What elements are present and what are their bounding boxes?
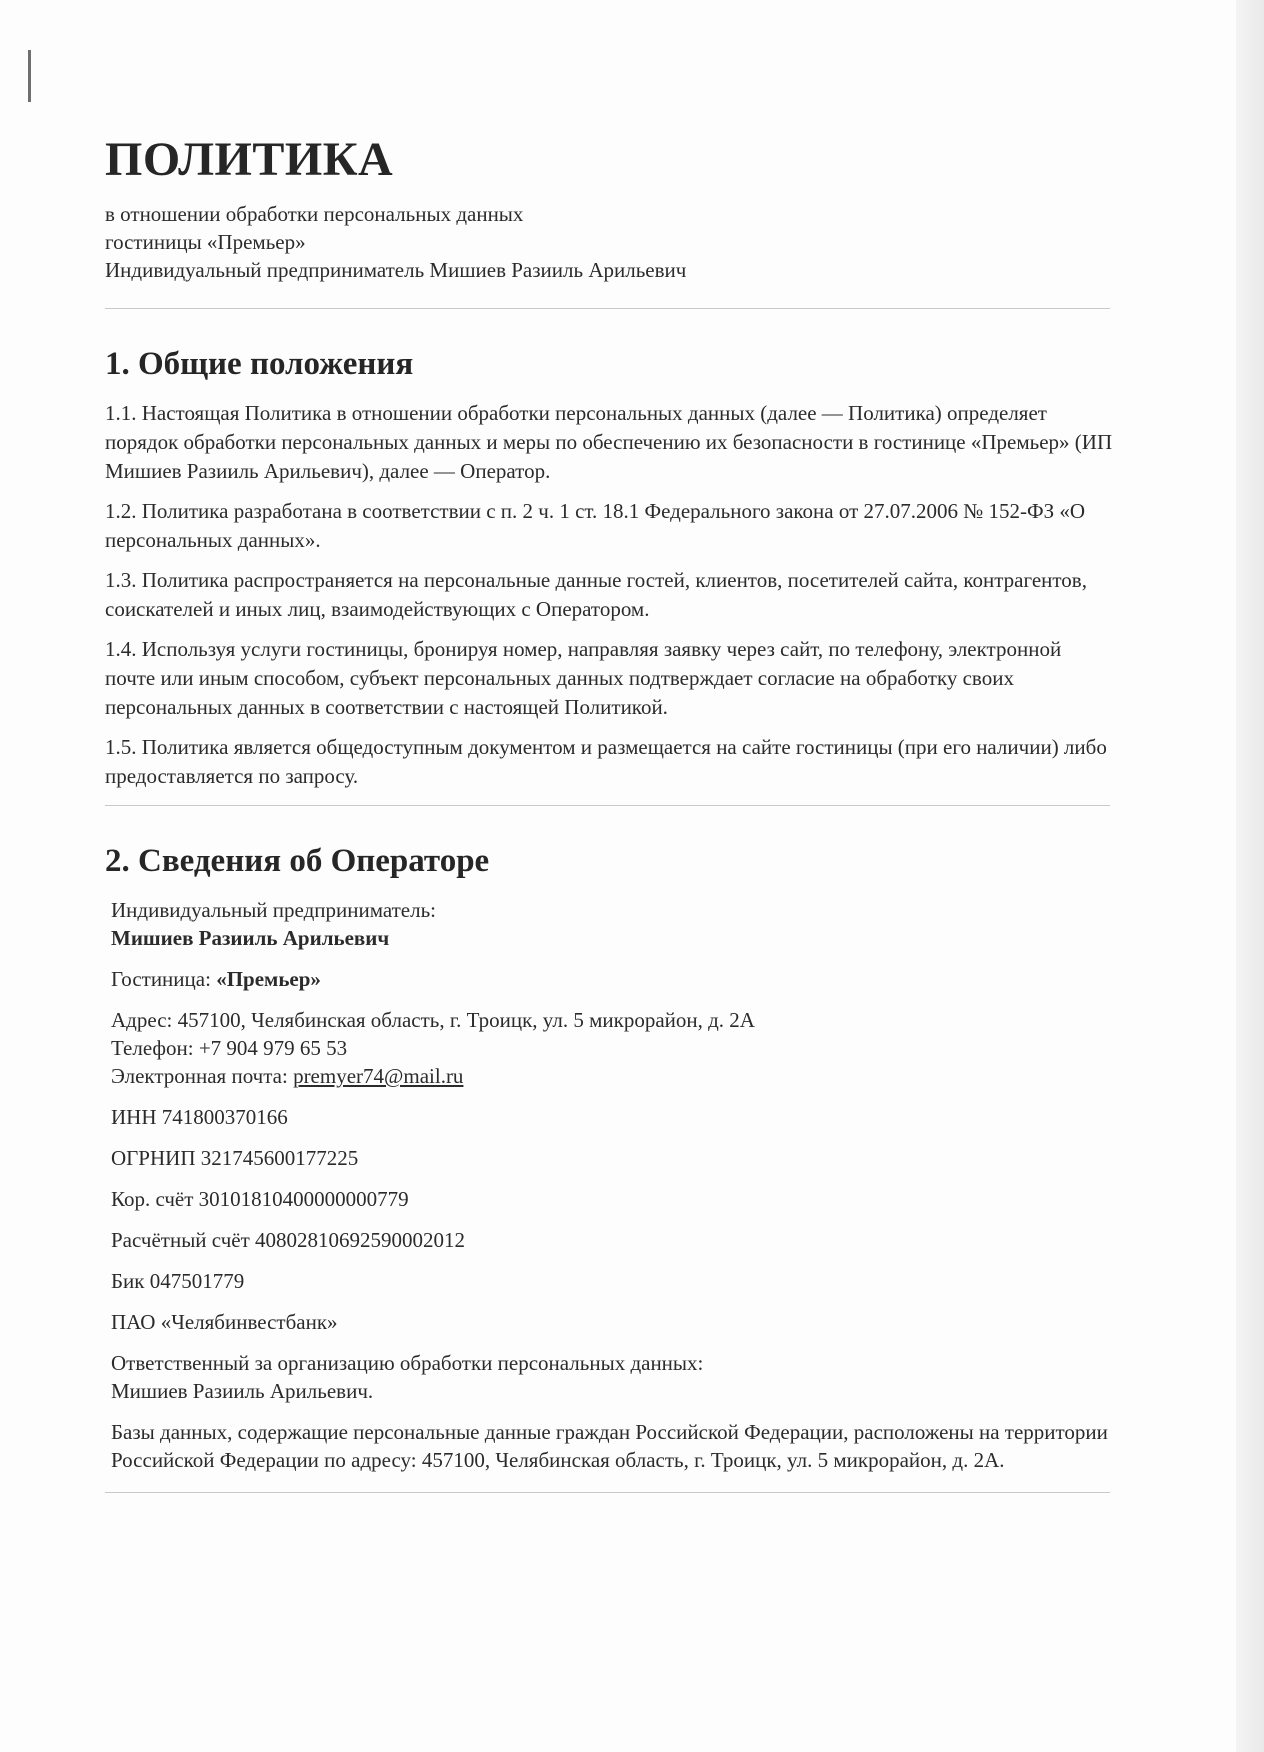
section-heading-general: 1. Общие положения (105, 346, 414, 382)
document-content (105, 130, 1115, 1493)
entrepreneur-label: Индивидуальный предприниматель: (111, 898, 437, 922)
email-line (111, 1062, 1115, 1090)
operator-details (105, 896, 1115, 1474)
subtitle-line: Индивидуальный предприниматель Мишиев Разииль Арильевич (105, 258, 687, 282)
email-link[interactable]: premyer74@mail.ru (293, 1064, 464, 1088)
hotel-label: Гостиница: (111, 967, 217, 991)
paragraph-1-2: 1.2. Политика разработана в соответствии с п. 2 ч. 1 ст. 18.1 Федерального закона от 27.07.2006 № 152-ФЗ «О персональных данных». (105, 499, 1086, 552)
divider (105, 308, 1110, 309)
paragraph-1-4: 1.4. Используя услуги гостиницы, бронируя номер, направляя заявку через сайт, по телефону, электронной почте или иным способом, субъект персональных данных подтверждает согласие на обработку своих персональных данных в соответствии с настоящей Политикой. (105, 637, 1062, 719)
bik: Бик 047501779 (111, 1269, 245, 1293)
subtitle-line: в отношении обработки персональных данных (105, 202, 524, 226)
email-label: Электронная почта: (111, 1064, 294, 1088)
responsible-name: Мишиев Разииль Арильевич. (111, 1379, 374, 1403)
document-subtitle (105, 200, 1115, 284)
section-heading-operator: 2. Сведения об Операторе (105, 843, 490, 879)
bank-name: ПАО «Челябинвестбанк» (111, 1310, 338, 1334)
document-title: ПОЛИТИКА (105, 133, 394, 186)
paragraph-1-5: 1.5. Политика является общедоступным документом и размещается на сайте гостиницы (при его наличии) либо предоставляется по запросу. (105, 735, 1107, 788)
margin-mark (28, 50, 31, 102)
settlement-account: Расчётный счёт 40802810692590002012 (111, 1228, 466, 1252)
entrepreneur-name: Мишиев Разииль Арильевич (111, 926, 390, 950)
phone: Телефон: +7 904 979 65 53 (111, 1036, 348, 1060)
divider (105, 1492, 1110, 1493)
subtitle-line: гостиницы «Премьер» (105, 230, 306, 254)
inn: ИНН 741800370166 (111, 1105, 288, 1129)
scan-edge (1236, 0, 1264, 1752)
hotel-name: «Премьер» (216, 967, 321, 991)
hotel-line (111, 965, 1115, 993)
divider (105, 805, 1110, 806)
address: Адрес: 457100, Челябинская область, г. Троицк, ул. 5 микрорайон, д. 2А (111, 1008, 755, 1032)
responsible-label: Ответственный за организацию обработки персональных данных: (111, 1351, 704, 1375)
databases-text: Базы данных, содержащие персональные данные граждан Российской Федерации, расположены на территории Российской Федерации по адресу: 457100, Челябинская область, г. Троицк, ул. 5 микрорайон, д. 2А. (111, 1420, 1108, 1472)
kor-account: Кор. счёт 30101810400000000779 (111, 1187, 409, 1211)
paragraph-1-3: 1.3. Политика распространяется на персональные данные гостей, клиентов, посетителей сайта, контрагентов, соискателей и иных лиц, взаимодействующих с Оператором. (105, 568, 1087, 621)
ogrnip: ОГРНИП 321745600177225 (111, 1146, 359, 1170)
paragraph-1-1: 1.1. Настоящая Политика в отношении обработки персональных данных (далее — Политика) определяет порядок обработки персональных данных и меры по обеспечению их безопасности в гостинице «Премьер» (ИП Мишиев Разииль Арильевич), далее — Оператор. (105, 401, 1113, 483)
